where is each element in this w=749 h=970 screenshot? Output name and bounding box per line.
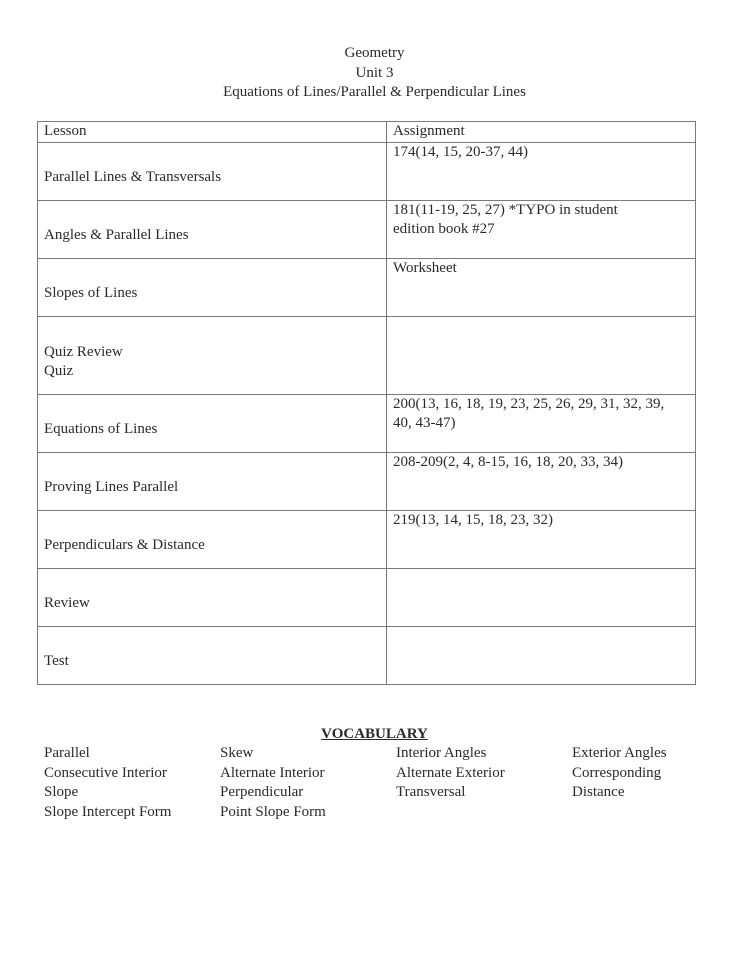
table-row (38, 568, 696, 626)
lesson-text: Angles & Parallel Lines (44, 227, 189, 244)
table-row (38, 510, 696, 568)
lesson-text: Test (44, 653, 69, 670)
lesson-text: Quiz Review (44, 343, 123, 360)
lesson-text: Proving Lines Parallel (44, 479, 179, 496)
vocab-term: Alternate Exterior (396, 764, 505, 781)
vocab-term: Slope Intercept Form (44, 803, 172, 820)
vocabulary-column (572, 744, 667, 803)
assignment-text: edition book #27 (393, 221, 495, 237)
course-title: Geometry (344, 45, 405, 61)
assignment-text: 181(11-19, 25, 27) *TYPO in student (393, 201, 618, 218)
lesson-cell (38, 142, 387, 200)
vocab-term: Exterior Angles (572, 745, 667, 761)
lesson-text: Review (44, 595, 90, 612)
vocab-term: Consecutive Interior (44, 764, 167, 781)
assignment-cell (387, 394, 696, 452)
lesson-text: Equations of Lines (44, 421, 158, 438)
vocab-term: Alternate Interior (220, 764, 325, 781)
lesson-cell (38, 510, 387, 568)
vocabulary-column (44, 744, 171, 822)
assignment-text: Worksheet (393, 259, 457, 276)
lesson-cell (38, 452, 387, 510)
vocab-term: Point Slope Form (220, 803, 326, 820)
table-row (38, 142, 696, 200)
lesson-cell (38, 200, 387, 258)
table-row (38, 200, 696, 258)
vocab-term: Interior Angles (396, 745, 487, 761)
vocab-term: Corresponding (572, 764, 662, 781)
vocab-term: Skew (220, 745, 254, 761)
lesson-cell (38, 568, 387, 626)
lesson-cell (38, 258, 387, 316)
table-row (38, 626, 696, 684)
assignment-cell (387, 452, 696, 510)
vocab-term: Perpendicular (220, 784, 304, 800)
lesson-text: Parallel Lines & Transversals (44, 169, 222, 186)
assignment-text: 219(13, 14, 15, 18, 23, 32) (393, 511, 553, 528)
assignment-cell (387, 568, 696, 626)
vocab-term: Transversal (396, 784, 466, 800)
assignment-cell (387, 316, 696, 394)
table-row (38, 316, 696, 394)
lesson-cell (38, 394, 387, 452)
lesson-cell (38, 626, 387, 684)
vocabulary-heading: VOCABULARY (321, 726, 428, 742)
vocab-term: Parallel (44, 745, 90, 761)
assignment-cell (387, 142, 696, 200)
vocab-term: Distance (572, 784, 625, 800)
topic-title: Equations of Lines/Parallel & Perpendicular Lines (223, 84, 526, 100)
table-row (38, 258, 696, 316)
assignment-text: 40, 43-47) (393, 415, 456, 431)
vocabulary-column (220, 744, 326, 822)
assignment-cell (387, 258, 696, 316)
assignment-text: 200(13, 16, 18, 19, 23, 25, 26, 29, 31, 32, 39, (393, 395, 665, 412)
lesson-assignment-table (37, 121, 696, 685)
column-header-lesson: Lesson (38, 122, 387, 143)
assignment-cell (387, 200, 696, 258)
assignment-text: 208-209(2, 4, 8-15, 16, 18, 20, 33, 34) (393, 453, 623, 470)
assignment-text: 174(14, 15, 20-37, 44) (393, 143, 528, 160)
lesson-text: Perpendiculars & Distance (44, 537, 205, 554)
vocab-term: Slope (44, 784, 79, 800)
document-header (0, 44, 749, 103)
table-header-row (38, 122, 696, 143)
column-header-assignment: Assignment (387, 122, 696, 143)
assignment-cell (387, 510, 696, 568)
lesson-text: Quiz (44, 363, 74, 379)
table-row (38, 394, 696, 452)
unit-title: Unit 3 (355, 64, 394, 81)
assignment-cell (387, 626, 696, 684)
vocabulary-column (396, 744, 505, 803)
lesson-text: Slopes of Lines (44, 285, 138, 302)
lesson-cell (38, 316, 387, 394)
table-row (38, 452, 696, 510)
